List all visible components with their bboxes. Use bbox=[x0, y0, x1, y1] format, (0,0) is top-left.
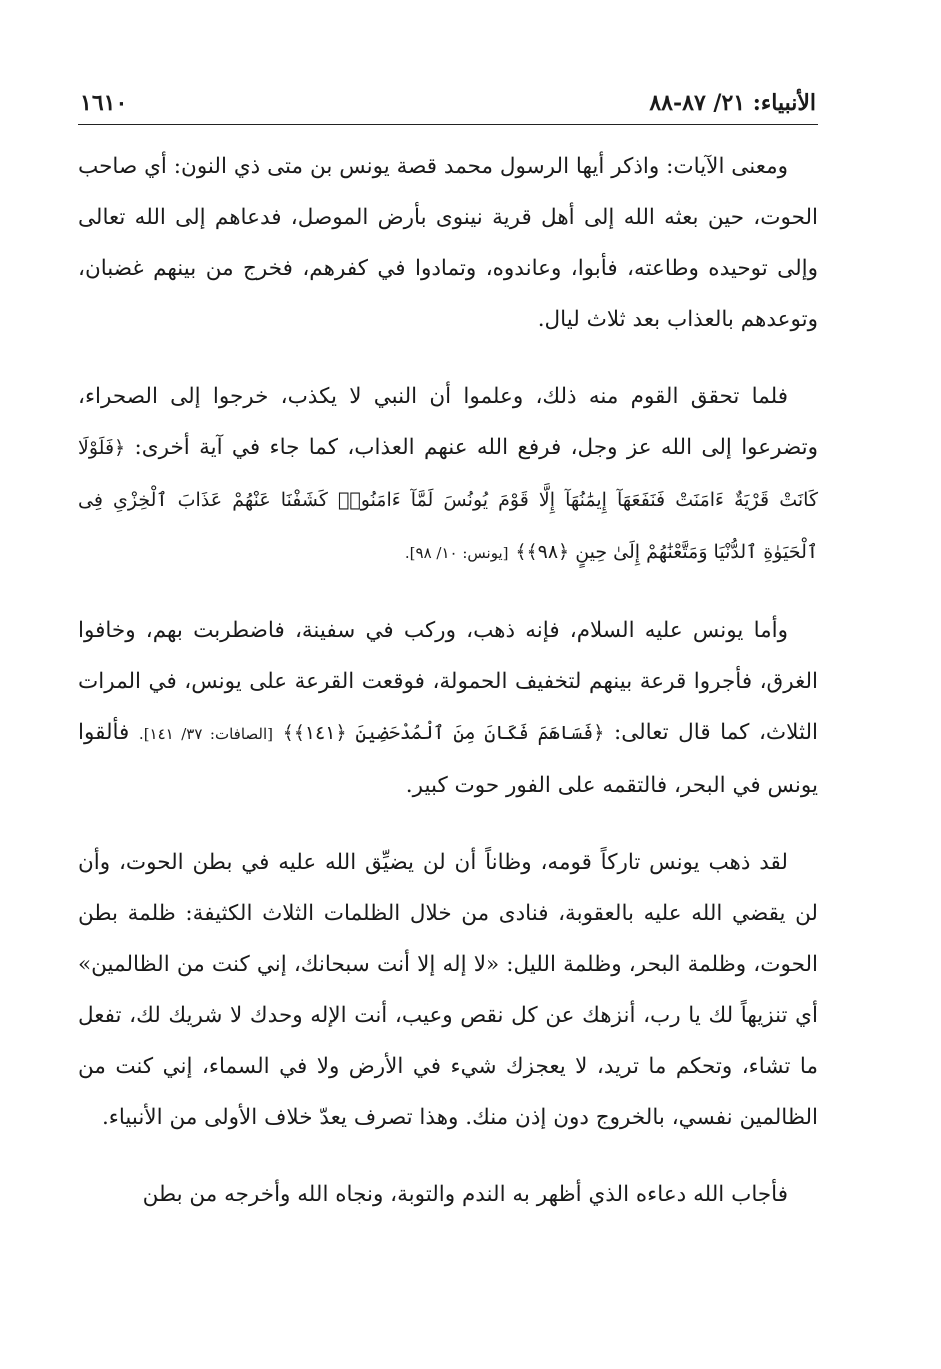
quran-verse-saffat: ﴿فَسَاهَمَ فَكَانَ مِنَ ٱلْمُدْحَضِينَ ﴿١٤١﴾﴾ bbox=[282, 722, 605, 745]
page-body bbox=[78, 141, 818, 1220]
book-page bbox=[78, 90, 818, 1246]
paragraph-4: لقد ذهب يونس تاركاً قومه، وظاناً أن لن يضيِّق الله عليه في بطن الحوت، وأن لن يقضي الله عليه بالعقوبة، فنادى من خلال الظلمات الثلاث الكثيفة: ظلمة بطن الحوت، وظلمة البحر، وظلمة الليل: «لا إله إلا أنت سبحانك، إني كنت من الظالمين» أي تنزيهاً لك يا رب، أنزهك عن كل نقص وعيب، أنت الإله وحدك لا شريك لك، تفعل ما تشاء، وتحكم ما تريد، لا يعجزك شيء في الأرض ولا في السماء، إني كنت من الظالمين نفسي، بالخروج دون إذن منك. وهذا تصرف يعدّ خلاف الأولى من الأنبياء. bbox=[78, 850, 818, 1131]
page-header bbox=[78, 90, 818, 125]
page-number: ١٦١٠ bbox=[80, 90, 128, 116]
paragraph-3-text-2: فألقوا يونس في البحر، فالتقمه على الفور حوت كبير. bbox=[78, 720, 818, 799]
paragraph-3 bbox=[78, 605, 818, 811]
paragraph-2-text: فلما تحقق القوم منه ذلك، وعلموا أن النبي لا يكذب، خرجوا إلى الصحراء، وتضرعوا إلى الله عز وجل، فرفع الله عنهم العذاب، كما جاء في آية أخرى: bbox=[78, 384, 818, 461]
verse-reference-yunus: [يونس: ١٠/ ٩٨]. bbox=[404, 544, 509, 563]
running-title: الأنبياء: ٢١/ ٨٧-٨٨ bbox=[649, 90, 816, 116]
paragraph-5: فأجاب الله دعاءه الذي أظهر به الندم والتوبة، ونجاه الله وأخرجه من بطن bbox=[142, 1182, 788, 1208]
paragraph-1: ومعنى الآيات: واذكر أيها الرسول محمد قصة يونس بن متى ذي النون: أي صاحب الحوت، حين بعثه الله إلى أهل قرية نينوى بأرض الموصل، فدعاهم إلى الله تعالى وإلى توحيده وطاعته، فأبوا، وعاندوه، وتمادوا في كفرهم، فخرج من بينهم غضبان، وتوعدهم بالعذاب بعد ثلاث ليال. bbox=[78, 154, 818, 333]
paragraph-3-text-1: وأما يونس عليه السلام، فإنه ذهب، وركب في سفينة، فاضطربت بهم، وخافوا الغرق، فأجروا قرعة بينهم لتخفيف الحمولة، فوقعت القرعة على يونس، في المرات الثلاث، كما قال تعالى: bbox=[78, 618, 819, 746]
paragraph-2 bbox=[78, 371, 818, 579]
quran-verse-yunus: ﴿فَلَوْلَا كَانَتْ قَرْيَةٌ ءَامَنَتْ فَنَفَعَهَآ إِيمَٰنُهَآ إِلَّا قَوْمَ يُونُسَ لَمَّآ ءَامَنُوا۟ كَشَفْنَا عَنْهُمْ عَذَابَ ٱلْخِزْىِ فِى ٱلْحَيَوٰةِ ٱلدُّنْيَا وَمَتَّعْنَٰهُمْ إِلَىٰ حِينٍ ﴿٩٨﴾﴾ bbox=[78, 437, 818, 564]
verse-reference-saffat: [الصافات: ٣٧/ ١٤١]. bbox=[138, 725, 273, 744]
